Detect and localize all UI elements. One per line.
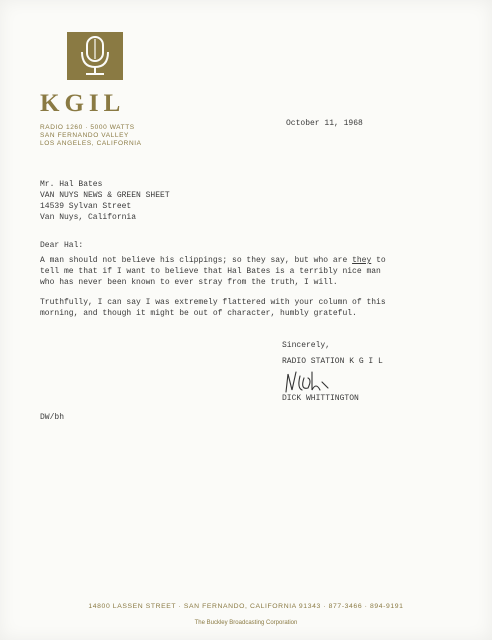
signer-name: DICK WHITTINGTON	[282, 394, 359, 403]
letterhead-line: LOS ANGELES, CALIFORNIA	[40, 140, 142, 147]
station-logo-text: KGIL	[40, 90, 126, 117]
recipient-line: Mr. Hal Bates	[40, 180, 103, 189]
letterhead-line: RADIO 1260 · 5000 WATTS	[40, 124, 135, 131]
salutation: Dear Hal:	[40, 241, 84, 250]
letterhead-line: SAN FERNANDO VALLEY	[40, 132, 129, 139]
footer-address: 14800 LASSEN STREET · SAN FERNANDO, CALIFORNIA 91343 · 877-3466 · 894-9191	[88, 603, 404, 610]
letter-date: October 11, 1968	[286, 119, 363, 128]
closing: Sincerely,	[282, 341, 331, 350]
body-paragraph	[40, 255, 400, 288]
station-signature-line: RADIO STATION K G I L	[282, 357, 383, 366]
footer-company: The Buckley Broadcasting Corporation	[194, 620, 298, 626]
body-text: to tell me that if I want to believe that Hal Bates is a terribly nice man who has never been known to ever stray from the truth, I will.	[40, 256, 386, 287]
recipient-line: 14539 Sylvan Street	[40, 202, 132, 211]
typist-initials: DW/bh	[40, 413, 65, 422]
recipient-line: VAN NUYS NEWS & GREEN SHEET	[40, 191, 170, 200]
body-text: A man should not believe his clippings; so they say, but who are	[40, 256, 353, 265]
body-paragraph: Truthfully, I can say I was extremely flattered with your column of this morning, and though it might be out of character, humbly grateful.	[40, 298, 386, 318]
microphone-icon	[67, 32, 123, 80]
recipient-line: Van Nuys, California	[40, 213, 137, 222]
emphasized-word: they	[352, 256, 372, 265]
